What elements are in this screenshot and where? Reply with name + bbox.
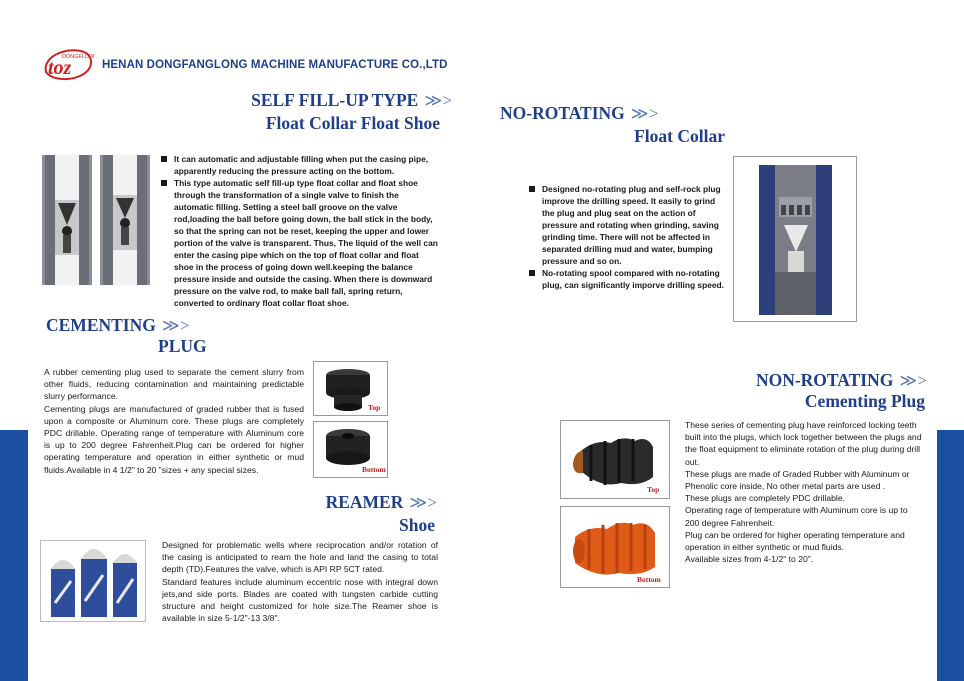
non-rotating-para-6: Available sizes from 4-1/2" to 20". xyxy=(685,554,814,565)
no-rotating-collar-text xyxy=(528,183,728,291)
arrow-icon: ≫ > xyxy=(161,316,188,335)
reamer-title-line2: Shoe xyxy=(399,515,435,535)
arrow-icon: ≫ > xyxy=(899,371,925,390)
reamer-text xyxy=(162,539,438,624)
svg-text:toz: toz xyxy=(48,57,72,79)
reamer-shoe-image xyxy=(40,540,146,622)
non-rotating-para-4: Operating rage of temperature with Aluminum core is up to 200 degree Fahrenheit. xyxy=(685,505,908,528)
cementing-para-2: Cementing plugs are manufactured of graded rubber that is fused upon a composite or Aluminum core. These plugs are completely PDC drillable. Operating range of temperature with Aluminum core is up to 200 degree Fahrenheit.Plug can be ordered for higher operating temperature and operation in either synthetic or mud fluids.Available in 4 1/2" to 20 "sizes + any special sizes. xyxy=(44,403,304,475)
non-rotating-para-2: These plugs are made of Graded Rubber with Aluminum or Phenolic core inside, No other metal parts are used . xyxy=(685,468,910,492)
cementing-text xyxy=(44,366,304,476)
reamer-para-2: Standard features include aluminum eccentric nose with integral down jets,and side ports. Blades are coated with tungsten carbide cutting structure and height customized for hole size.The Reamer shoe is available in size 5-1/2"-13 3/8". xyxy=(162,576,438,624)
arrow-icon: ≫ > xyxy=(409,493,435,512)
cementing-plug-top-image xyxy=(313,361,388,416)
arrow-icon: ≫ > xyxy=(424,91,450,110)
no-rotating-title-line2: Float Collar xyxy=(634,126,725,146)
company-logo xyxy=(40,44,98,84)
reamer-para-1: Designed for problematic wells where reciprocation and/or rotation of the casing is anticipated to ream the hole and land the casing to total depth (TD).Features the valve, which is API RP 5CT rated. xyxy=(162,540,438,575)
reamer-title xyxy=(230,492,435,536)
self-fill-title-line1: SELF FILL-UP TYPE xyxy=(251,90,419,110)
non-rotating-title-line2: Cementing Plug xyxy=(804,391,925,411)
non-rotating-top-label: Top xyxy=(647,485,660,494)
cementing-top-label: Top xyxy=(368,403,381,412)
no-rotating-collar-title xyxy=(500,103,725,147)
no-rotating-bullet-1: Designed no-rotating plug and self-rock plug improve the drilling speed. It easily to grind the plug and plug seat on the action of pressure and rotating when grinding, saving grinding time. There will not be affected in separated drilling mud and water, bumping pressure and so on. xyxy=(528,183,728,267)
cementing-title-line2: PLUG xyxy=(158,336,207,356)
self-fill-title-line2: Float Collar Float Shoe xyxy=(265,113,440,133)
non-rotating-para-3: These plugs are completely PDC drillable. xyxy=(685,493,846,504)
non-rotating-plug-top-image xyxy=(560,420,670,499)
right-accent-bar xyxy=(937,430,964,681)
arrow-icon: ≫ > xyxy=(630,104,657,123)
self-fill-bullet-1: It can automatic and adjustable filling when put the casing pipe, apparently reducing the pressure acting on the bottom. xyxy=(160,153,438,177)
non-rotating-bottom-label: Bottom xyxy=(637,575,661,584)
cementing-title xyxy=(46,315,207,357)
float-collar-image-2 xyxy=(100,155,150,285)
non-rotating-para-1: These series of cementing plug have reinforced locking teeth built into the plugs, which lock together between the plugs and the float equipment to eliminate rotation of the plug during drill out. xyxy=(685,420,922,467)
self-fill-title xyxy=(150,90,450,134)
non-rotating-plug-bottom-image xyxy=(560,506,670,588)
non-rotating-para-5: Plug can be ordered for higher operating temperature and operation in either synthetic or mud fluids. xyxy=(685,529,905,553)
no-rotating-bullet-2: No-rotating spool compared with no-rotating plug, can significantly imporve drilling speed. xyxy=(528,267,728,291)
self-fill-bullet-2: This type automatic self fill-up type float collar and float shoe through the transformation of a single valve to finish the automatic filling. Setting a steel ball groove on the valve rod,loading the ball before going down, the ball stick in the body, so that the spring can not be reset, keeping the upper and lower portion of the valve is transparent. Thus, The liquid of the well can enter the casing pipe which on the top of float collar and float shoe in the process of going down well.keeping the balance pressure inside and outside the casing. When there is downward pressure on the valve rod, to make ball fall, spring return, converted to ordinary float collar float shoe. xyxy=(160,177,438,309)
non-rotating-text xyxy=(685,419,923,565)
no-rotating-collar-image xyxy=(733,156,857,322)
cementing-bottom-label: Bottom xyxy=(362,465,386,474)
no-rotating-title-line1: NO-ROTATING xyxy=(500,103,625,123)
cementing-title-line1: CEMENTING xyxy=(46,315,156,335)
cementing-plug-bottom-image xyxy=(313,421,388,478)
reamer-title-line1: REAMER xyxy=(325,492,404,512)
non-rotating-title xyxy=(690,370,925,412)
float-collar-image-1 xyxy=(42,155,92,285)
cementing-para-1: A rubber cementing plug used to separate the cement slurry from other fluids, reducing contamination and maintaining predictable slurry performance. xyxy=(44,367,304,402)
self-fill-text xyxy=(160,153,438,309)
non-rotating-title-line1: NON-ROTATING xyxy=(755,370,894,390)
company-name: HENAN DONGFANGLONG MACHINE MANUFACTURE CO.,LTD xyxy=(102,59,448,71)
left-accent-bar xyxy=(0,430,28,681)
logo-text: DONGFLOW xyxy=(62,54,95,60)
